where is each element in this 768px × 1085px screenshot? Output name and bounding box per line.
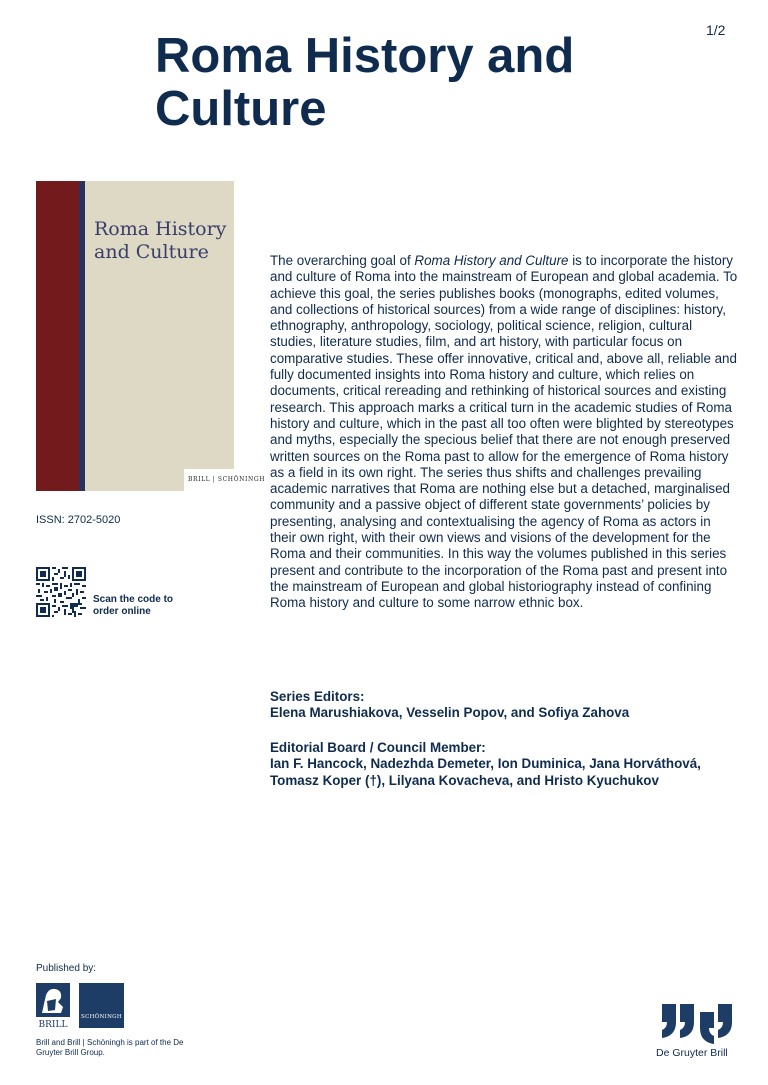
published-by-label: Published by: — [36, 963, 97, 974]
issn: ISSN: 2702-5020 — [36, 514, 121, 526]
series-editors — [270, 689, 740, 722]
series-editors-heading: Series Editors: — [270, 689, 365, 704]
schoeningh-logo-text: SCHÖNINGH — [81, 1014, 122, 1020]
de-gruyter-brill-logo-icon — [660, 998, 732, 1044]
editorial-board-names: Ian F. Hancock, Nadezhda Demeter, Ion Duminica, Jana Horváthová, Tomasz Koper (†), Lilyana Kovacheva, and Hristo Kyuchukov — [270, 756, 701, 788]
svg-text:BRILL: BRILL — [38, 1020, 68, 1030]
schoeningh-logo — [79, 983, 124, 1028]
qr-code-label: Scan the code to order online — [93, 594, 174, 617]
series-title-italic: Roma History and Culture — [414, 253, 569, 268]
cover-title: Roma History and Culture — [94, 218, 227, 263]
book-cover — [36, 181, 266, 491]
page-title: Roma History and Culture — [155, 29, 575, 136]
de-gruyter-brill-name: De Gruyter Brill — [656, 1047, 728, 1059]
cover-red-band — [36, 181, 79, 491]
qr-code-icon[interactable] — [36, 567, 86, 617]
group-note: Brill and Brill | Schöningh is part of the De Gruyter Brill Group. — [36, 1038, 184, 1057]
cover-imprint: BRILL | SCHÖNINGH — [188, 476, 266, 483]
editorial-board — [270, 740, 740, 789]
series-description: The overarching goal of Roma History and Culture is to incorporate the history and culture of Roma into the mainstream of European and global academia. To achieve this goal, the series publishes books (monographs, edited volumes, and collections of historical sources) from a wide range of disciplines: history, ethnography, anthropology, sociology, political science, religion, cultural studies, literature studies, film, and art history, with particular focus on comparative studies. These offer innovative, critical and, above all, reliable and fully documented insights into Roma history and culture, which relies on documents, critical rereading and rethinking of historical sources and existing research. This approach marks a critical turn in the academic studies of Roma history and culture, which in the past all too often were blighted by stereotypes and myths, especially the specious belief that there are not enough preserved written sources on the Roma past to allow for the emergence of Roma history as a field in its own right. The series thus shifts and challenges prevailing academic narratives that Roma are nothing else but a detached, marginalised community and a passive object of different state governments’ policies by presenting, analysing and contextualising the agency of Roma as actors in their own right, with their own views and visions of the development for the Roma and their communities. In this way the volumes published in this series present and contribute to the incorporation of the Roma past and present into the mainstream of European and global historiography instead of confining Roma history and culture to some narrow ethnic box. — [270, 253, 738, 611]
series-editors-names: Elena Marushiakova, Vesselin Popov, and Sofiya Zahova — [270, 705, 630, 721]
page-number: 1/2 — [706, 22, 726, 38]
cover-blue-band — [79, 181, 85, 491]
brill-logo-icon — [36, 983, 70, 1029]
editorial-board-heading: Editorial Board / Council Member: — [270, 740, 486, 755]
